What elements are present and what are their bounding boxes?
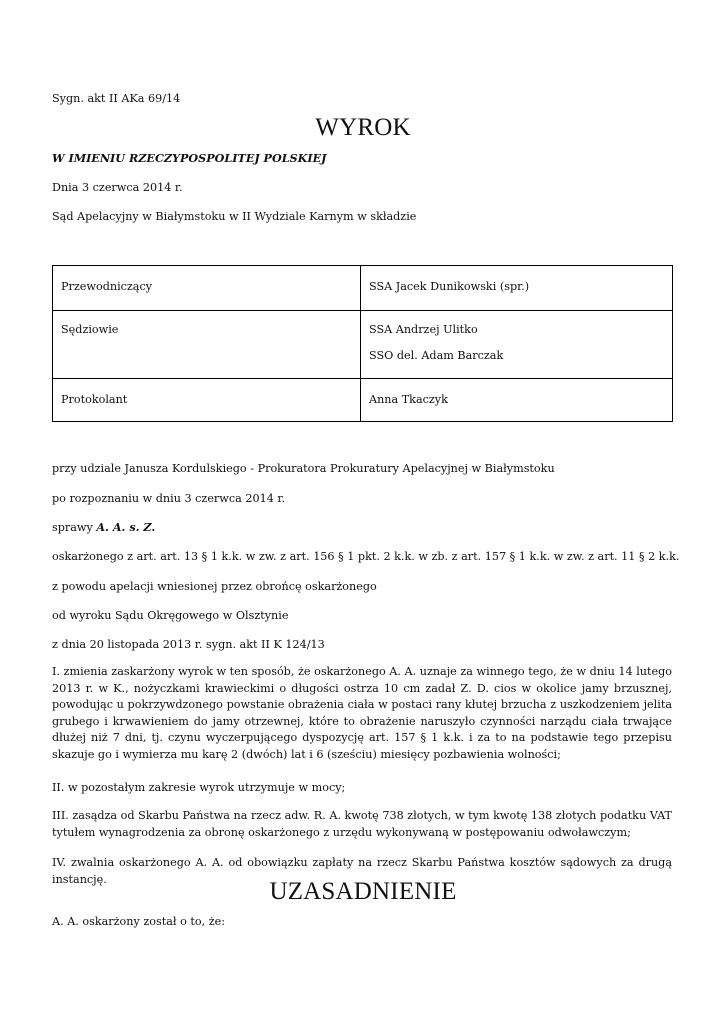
ruling-point-4: IV. zwalnia oskarżonego A. A. od obowiązku zapłaty na rzecz Skarbu Państwa kosztów sądowych za drugą instancję. (52, 856, 672, 886)
panel-row-judges (53, 311, 673, 379)
panel-names (361, 266, 673, 311)
case-signature: Sygn. akt II AKa 69/14 (52, 92, 181, 105)
panel-row-presiding (53, 266, 673, 311)
justification-heading: UZASADNIENIE (269, 878, 457, 905)
document-title: WYROK (315, 114, 411, 141)
hearing-line: po rozpoznaniu w dniu 3 czerwca 2014 r. (52, 492, 286, 505)
ruling-point-1: I. zmienia zaskarżony wyrok w ten sposób, że oskarżonego A. A. uznaje za winnego tego, że w dniu 14 lutego 2013 r. w K., nożyczkami krawieckimi o długości ostrza 10 cm zadał Z. D. cios w okolice jamy brzusznej, powodując u pokrzywdzonego powstanie obrażenia ciała w postaci rany kłutej brzucha z uszkodzeniem jelita grubego i krwawieniem do jamy otrzewnej, które to obrażenie naruszyło czynności narządu ciała trwające dłużej niż 7 dni, tj. czynu wyczerpującego dyspozycję art. 157 § 1 k.k. i za to na podstawie tego przepisu skazuje go i wymierza mu karę 2 (dwóch) lat i 6 (sześciu) miesięcy pozbawienia wolności; (52, 665, 672, 761)
case-name: A. A. s. Z. (96, 520, 156, 534)
court-panel-table (52, 265, 673, 422)
panel-role: Sędziowie (53, 311, 361, 379)
charges-line: oskarżonego z art. art. 13 § 1 k.k. w zw. z art. 156 § 1 pkt. 2 k.k. w zb. z art. 157 § 1 k.k. w zw. z art. 11 § 2 k.k. (52, 550, 680, 563)
panel-role: Protokolant (53, 379, 361, 422)
panel-name: Anna Tkaczyk (369, 393, 448, 406)
from-judgment-line: od wyroku Sądu Okręgowego w Olsztynie (52, 609, 289, 622)
in-name-of-heading: W IMIENIU RZECZYPOSPOLITEJ POLSKIEJ (52, 151, 327, 165)
ruling-point-3: III. zasądza od Skarbu Państwa na rzecz adw. R. A. kwotę 738 złotych, w tym kwotę 138 złotych podatku VAT tytułem wynagrodzenia za obronę oskarżonego z urzędu wykonywaną w postępowaniu odwoławczym; (52, 809, 672, 839)
prosecutor-line: przy udziale Janusza Kordulskiego - Prokuratora Prokuratury Apelacyjnej w Białymstoku (52, 462, 555, 475)
appeal-line: z powodu apelacji wniesionej przez obrońcę oskarżonego (52, 580, 377, 593)
court-composition-intro: Sąd Apelacyjny w Białymstoku w II Wydziale Karnym w składzie (52, 210, 417, 223)
justification-intro: A. A. oskarżony został o to, że: (52, 915, 226, 928)
panel-name: SSA Andrzej Ulitko (369, 323, 478, 336)
case-line (52, 520, 155, 535)
panel-names (361, 311, 673, 379)
panel-row-clerk (53, 379, 673, 422)
case-prefix: sprawy (52, 521, 97, 534)
ruling-point-2: II. w pozostałym zakresie wyrok utrzymuje w mocy; (52, 781, 346, 794)
panel-names (361, 379, 673, 422)
panel-name: SSO del. Adam Barczak (369, 349, 504, 362)
panel-role: Przewodniczący (53, 266, 361, 311)
judgment-date: Dnia 3 czerwca 2014 r. (52, 181, 183, 194)
judgment-reference-line: z dnia 20 listopada 2013 r. sygn. akt II K 124/13 (52, 638, 325, 651)
panel-name: SSA Jacek Dunikowski (spr.) (369, 280, 530, 293)
